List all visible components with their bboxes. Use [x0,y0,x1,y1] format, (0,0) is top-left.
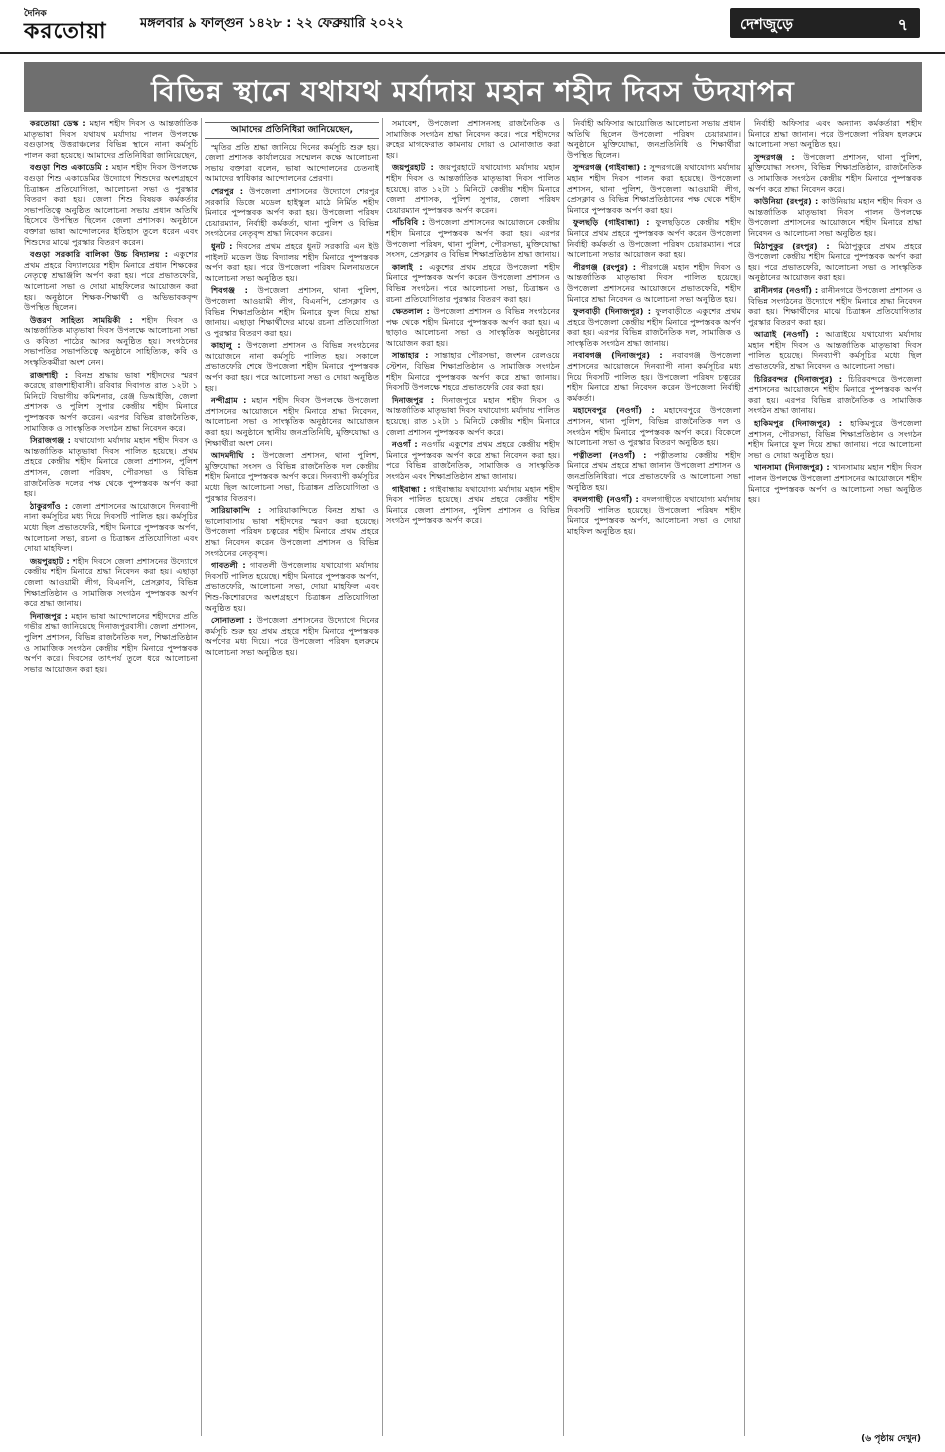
article-paragraph [205,395,379,448]
article-paragraph [24,435,198,499]
article-paragraph [386,306,560,348]
article-paragraph [567,118,741,160]
dateline-lead: ফুলবাড়ী (দিনাজপুর) : [573,306,656,317]
article-paragraph [748,462,922,504]
article-paragraph [205,450,379,503]
dateline-lead: জয়পুরহাট : [30,555,73,566]
subheading: আমাদের প্রতিনিধিরা জানিয়েছেন, [205,122,379,139]
dateline-lead: রাজশাহী : [30,369,75,380]
article-paragraph [205,241,379,283]
paragraph-text: উপজেলা প্রশাসন ও বিভিন্ন সংগঠনের পক্ষ থেকে শহীদ মিনারে পুষ্পস্তবক অর্পণ করা হয়। এ ছাড়াও আলোচনা সভা ও সাংস্কৃতিক অনুষ্ঠানের আয়োজন করা হয়। [386,306,560,348]
paragraph-text: বদলগাছীতে যথাযোগ্য মর্যাদায় দিবসটি পালিত হয়েছে। উপজেলা পরিষদ শহীদ মিনারে পুষ্পস্তবক অর্পণ, আলোচনা সভা ও দোয়া মাহফিল অনুষ্ঠিত হয়। [567,494,741,536]
dateline: মঙ্গলবার ৯ ফাল্গুন ১৪২৮ : ২২ ফেব্রুয়ারি ২০২২ [140,16,404,31]
article-paragraph [748,241,922,283]
article-paragraph [567,350,741,403]
paragraph-text: নির্বাহী অফিসার এবং অন্যান্য কর্মকর্তারা শহীদ মিনারে শ্রদ্ধা জানান। পরে উপজেলা পরিষদ হলরুমে আলোচনা সভা অনুষ্ঠিত হয়। [748,118,922,150]
article-paragraph [205,142,379,184]
paragraph-text: ফুলবাড়ীতে একুশের প্রথম প্রহরে উপজেলা কেন্দ্রীয় শহীদ মিনারে পুষ্পস্তবক অর্পণ করা হয়। এরপর বিভিন্ন রাজনৈতিক দল, সামাজিক ও সাংস্কৃতিক সংগঠন শ্রদ্ধা জানায়। [567,306,741,348]
dateline-lead: নওগাঁ : [392,439,422,450]
paragraph-text: মহান শহীদ দিবস উপলক্ষে বগুড়া শিশু একাডেমির উদ্যোগে শিশুদের অংশগ্রহণে চিত্রাঙ্কন প্রতিযোগিতা, আলোচনা সভা ও পুরস্কার বিতরণ করা হয়। জেলা শিশু বিষয়ক কর্মকর্তার সভাপতিত্বে অনুষ্ঠিত আলোচনা সভায় প্রধান অতিথি হিসেবে উপস্থিত ছিলেন জেলা প্রশাসক। অনুষ্ঠানে বক্তারা ভাষা আন্দোলনের ইতিহাস তুলে ধরেন এবং শিশুদের মাঝে পুরস্কার বিতরণ করেন। [24,162,198,247]
paragraph-text: স্মৃতির প্রতি শ্রদ্ধা জানিয়ে দিনের কর্মসূচি শুরু হয়। জেলা প্রশাসক কার্যালয়ের সম্মেলন কক্ষে আলোচনা সভায় বক্তারা বলেন, ভাষা আন্দোলনের চেতনাই আমাদের স্বাধিকার আন্দোলনের প্রেরণা। [205,141,379,184]
paragraph-text: সারিয়াকান্দিতে বিনম্র শ্রদ্ধা ও ভালোবাসায় ভাষা শহীদদের স্মরণ করা হয়েছে। উপজেলা পরিষদ চত্বরের শহীদ মিনারে প্রথম প্রহরে শ্রদ্ধা নিবেদন করেন উপজেলা প্রশাসন ও বিভিন্ন সংগঠনের নেতৃবৃন্দ। [205,505,379,558]
article-paragraph [24,611,198,675]
article-paragraph [567,405,741,447]
headline-banner [24,62,922,112]
dateline-lead: আত্রাই (নওগাঁ) : [754,329,826,340]
dateline-lead: শিবগঞ্জ : [211,285,258,296]
dateline-lead: খানসামা (দিনাজপুর) : [754,462,833,473]
paragraph-text: উপজেলা প্রশাসন, থানা পুলিশ, উপজেলা আওয়ামী লীগ, বিএনপি, প্রেসক্লাব ও বিভিন্ন শিক্ষাপ্রতিষ্ঠান শহীদ মিনারে ফুল দিয়ে শ্রদ্ধা জানায়। এছাড়া শিক্ষার্থীদের মাঝে রচনা প্রতিযোগিতা ও পুরস্কার বিতরণ করা হয়। [205,285,379,338]
paragraph-text: জয়পুরহাটে যথাযোগ্য মর্যাদায় মহান শহীদ দিবস ও আন্তর্জাতিক মাতৃভাষা দিবস পালিত হয়েছে। রাত ১২টা ১ মিনিটে কেন্দ্রীয় শহীদ মিনারে জেলা প্রশাসক, পুলিশ সুপার, জেলা পরিষদ চেয়ারম্যান পুষ্পস্তবক অর্পণ করেন। [386,162,560,215]
paragraph-text: গাইবান্ধায় যথাযোগ্য মর্যাদায় মহান শহীদ দিবস পালিত হয়েছে। প্রথম প্রহরে কেন্দ্রীয় শহীদ মিনারে জেলা প্রশাসন, পুলিশ প্রশাসন ও বিভিন্ন সংগঠন পুষ্পস্তবক অর্পণ করে। [386,483,560,526]
dateline-lead: নন্দীগ্রাম : [211,395,252,406]
paragraph-text: সান্তাহার পৌরসভা, জংশন রেলওয়ে স্টেশন, বিভিন্ন শিক্ষাপ্রতিষ্ঠান ও সামাজিক সংগঠন শহীদ মিনারে পুষ্পস্তবক অর্পণ করে শ্রদ্ধা জানায়। দিবসটি উপলক্ষে শহরে প্রভাতফেরি বের করা হয়। [386,350,560,393]
dateline-lead: রানীনগর (নওগাঁ) : [754,284,822,295]
dateline-lead: গাইবান্ধা : [392,483,430,494]
dateline-lead: পাঁচবিবি : [392,217,429,228]
article-paragraph [24,370,198,434]
column-1 [24,118,198,1436]
paragraph-text: পীরগঞ্জে মহান শহীদ দিবস ও আন্তর্জাতিক মাতৃভাষা দিবস পালিত হয়েছে। উপজেলা প্রশাসনের আয়োজনে প্রভাতফেরি, শহীদ মিনারে শ্রদ্ধা নিবেদন ও আলোচনা সভা অনুষ্ঠিত হয়। [567,261,741,304]
masthead [0,0,945,54]
dateline-lead: বগুড়া সরকারি বালিকা উচ্চ বিদ্যালয় : [30,249,174,260]
paragraph-text: খানসামায় মহান শহীদ দিবস পালন উপলক্ষে উপজেলা প্রশাসনের আয়োজনে শহীদ মিনারে পুষ্পস্তবক অর্পণ ও আলোচনা সভা অনুষ্ঠিত হয়। [748,462,922,505]
column-5 [748,118,922,1436]
paragraph-text: উপজেলা প্রশাসনের আয়োজনে কেন্দ্রীয় শহীদ মিনারে পুষ্পস্তবক অর্পণ করা হয়। এরপর উপজেলা পরিষদ, থানা পুলিশ, পৌরসভা, মুক্তিযোদ্ধা সংসদ, প্রেসক্লাব ও বিভিন্ন শিক্ষাপ্রতিষ্ঠান শ্রদ্ধা জানায়। [386,217,560,260]
dateline-lead: বদলগাছী (নওগাঁ) : [573,494,643,505]
paragraph-text: সমাবেশ, উপজেলা প্রশাসনসহ রাজনৈতিক ও সামাজিক সংগঠন শ্রদ্ধা নিবেদন করে। পরে শহীদদের রুহের মাগফেরাত কামনায় দোয়া ও মোনাজাত করা হয়। [386,118,560,160]
dateline-lead: সুন্দরগঞ্জ (গাইবান্ধা) : [573,162,650,173]
article-paragraph [748,374,922,416]
article-paragraph [205,186,379,239]
dateline-lead: করতোয়া ডেস্ক : [30,118,90,128]
article-paragraph [748,118,922,150]
logo-small-text: দৈনিক [24,9,47,19]
dateline-lead: গাবতলী : [211,560,251,571]
paragraph-text: নবাবগঞ্জ উপজেলা প্রশাসনের আয়োজনে দিনব্যাপী নানা কর্মসূচির মধ্য দিয়ে দিবসটি পালিত হয়। উপজেলা পরিষদ চত্বরের শহীদ মিনারে শ্রদ্ধা নিবেদন করেন উপজেলা নির্বাহী কর্মকর্তা। [567,350,741,403]
dateline-lead: দিনাজপুর : [392,394,442,405]
continued-note: (৬ পৃষ্ঠায় দেখুন) [861,1434,921,1444]
article-paragraph [748,329,922,371]
article-paragraph [24,501,198,554]
dateline-lead: পত্নীতলা (নওগাঁ) : [573,449,655,460]
paragraph-text: নির্বাহী অফিসার আয়োজিত আলোচনা সভায় প্রধান অতিথি ছিলেন উপজেলা পরিষদ চেয়ারম্যান। অনুষ্ঠানে মুক্তিযোদ্ধা, জনপ্রতিনিধি ও শিক্ষার্থীরা উপস্থিত ছিলেন। [567,118,741,160]
article-paragraph [205,615,379,657]
dateline-lead: কাউনিয়া (রংপুর) : [754,196,822,207]
paragraph-text: একুশের প্রথম প্রহরে উপজেলা শহীদ মিনারে পুষ্পস্তবক অর্পণ করেন উপজেলা প্রশাসন ও বিভিন্ন সংগঠন। পরে আলোচনা সভা, চিত্রাঙ্কন ও রচনা প্রতিযোগিতার পুরস্কার বিতরণ করা হয়। [386,261,560,304]
article-paragraph [386,118,560,160]
paragraph-text: সুন্দরগঞ্জে যথাযোগ্য মর্যাদায় মহান শহীদ দিবস পালন করা হয়েছে। উপজেলা প্রশাসন, থানা পুলিশ, উপজেলা আওয়ামী লীগ, প্রেসক্লাব ও বিভিন্ন শিক্ষাপ্রতিষ্ঠানের পক্ষ থেকে শহীদ মিনারে পুষ্পস্তবক অর্পণ করা হয়। [567,162,741,215]
article-paragraph [386,439,560,481]
paragraph-text: উপজেলা প্রশাসনের উদ্যোগে শেরপুর সরকারি ডিজে মডেল হাইস্কুল মাঠে নির্মিত শহীদ মিনারে পুষ্পস্তবক অর্পণ করা হয়। উপজেলা পরিষদ চেয়ারম্যান, নির্বাহী কর্মকর্তা, থানা পুলিশ ও বিভিন্ন সংগঠনের নেতৃবৃন্দ শ্রদ্ধা নিবেদন করেন। [205,185,379,239]
dateline-lead: কাহালু : [211,340,247,351]
column-3 [386,118,560,1436]
article-paragraph [24,556,198,609]
page-number: ৭ [897,15,908,34]
article-paragraph [748,418,922,460]
dateline-lead: বগুড়া শিশু একাডেমি : [30,162,112,173]
newspaper-logo [24,6,134,44]
dateline-lead: আদমদীঘি : [211,450,263,461]
article-paragraph [205,340,379,393]
paragraph-text: দিনাজপুরে মহান শহীদ দিবস ও আন্তর্জাতিক মাতৃভাষা দিবস যথাযোগ্য মর্যাদায় পালিত হয়েছে। রাত ১২টা ১ মিনিটে কেন্দ্রীয় শহীদ মিনারে জেলা প্রশাসন পুষ্পস্তবক অর্পণ করে। [386,394,560,437]
paragraph-text: কাউনিয়ায় মহান শহীদ দিবস ও আন্তর্জাতিক মাতৃভাষা দিবস পালন উপলক্ষে উপজেলা প্রশাসনের আয়োজনে শহীদ মিনারে শ্রদ্ধা নিবেদন ও আলোচনা সভা অনুষ্ঠিত হয়। [748,196,922,238]
logo-main-text: করতোয়া [24,18,107,44]
article-paragraph [567,494,741,536]
article-paragraph [748,285,922,327]
dateline-lead: সারিয়াকান্দি : [211,505,270,516]
paragraph-text: একুশের প্রথম প্রহরে বিদ্যালয়ের শহীদ মিনারে প্রধান শিক্ষকের নেতৃত্বে শ্রদ্ধাঞ্জলি অর্পণ করা হয়। পরে প্রভাতফেরি, আলোচনা সভা ও দোয়া মাহফিলের আয়োজন করা হয়। অনুষ্ঠানে শিক্ষক-শিক্ষার্থী ও অভিভাবকবৃন্দ উপস্থিত ছিলেন। [24,249,198,313]
article-paragraph [24,162,198,247]
paragraph-text: উপজেলা প্রশাসনের উদ্যোগে দিনের কর্মসূচি শুরু হয় প্রথম প্রহরে শহীদ মিনারে পুষ্পস্তবক অর্পণের মধ্য দিয়ে। পরে উপজেলা পরিষদ হলরুমে আলোচনা সভা অনুষ্ঠিত হয়। [205,615,379,657]
dateline-lead: সুন্দরগঞ্জ : [754,151,804,162]
paragraph-text: মহান ভাষা আন্দোলনের শহীদদের প্রতি গভীর শ্রদ্ধা জানিয়েছে দিনাজপুরবাসী। জেলা প্রশাসন, পুলিশ প্রশাসন, বিভিন্ন রাজনৈতিক দল, শিক্ষাপ্রতিষ্ঠান ও সামাজিক সংগঠন কেন্দ্রীয় শহীদ মিনারে পুষ্পস্তবক অর্পণ করে। দিবসের তাৎপর্য তুলে ধরে আলোচনা সভার আয়োজন করা হয়। [24,610,198,674]
article-paragraph [386,162,560,215]
paragraph-text: পত্নীতলায় কেন্দ্রীয় শহীদ মিনারে প্রথম প্রহরে শ্রদ্ধা জানান উপজেলা প্রশাসন ও জনপ্রতিনিধিরা। পরে প্রভাতফেরি ও আলোচনা সভা অনুষ্ঠিত হয়। [567,449,741,492]
paragraph-text: গাবতলী উপজেলায় যথাযোগ্য মর্যাদায় দিবসটি পালিত হয়েছে। শহীদ মিনারে পুষ্পস্তবক অর্পণ, প্রভাতফেরি, আলোচনা সভা, দোয়া মাহফিল এবং শিশু-কিশোরদের অংশগ্রহণে চিত্রাঙ্কন প্রতিযোগিতা অনুষ্ঠিত হয়। [205,560,379,613]
article-paragraph [205,285,379,338]
column-2 [205,118,379,1436]
dateline-lead: চিরিরবন্দর (দিনাজপুর) : [754,373,849,384]
paragraph-text: উপজেলা প্রশাসন ও বিভিন্ন সংগঠনের আয়োজনে নানা কর্মসূচি পালিত হয়। সকালে প্রভাতফেরি শেষে উপজেলা শহীদ মিনারে পুষ্পস্তবক অর্পণ করা হয়। পরে আলোচনা সভা ও দোয়া অনুষ্ঠিত হয়। [205,340,379,393]
article-paragraph [386,484,560,526]
dateline-lead: ঠাকুরগাঁও : [30,500,72,511]
dateline-lead: উত্তরণ সাহিত্য সাময়িকী : [30,314,142,325]
dateline-lead: কালাই : [392,261,430,272]
article-paragraph [386,395,560,437]
article-paragraph [205,560,379,613]
dateline-lead: জয়পুরহাট : [392,162,439,173]
article-paragraph [386,350,560,392]
dateline-lead: ফুলছড়ি (গাইবান্ধা) : [573,217,656,228]
paragraph-text: বিনম্র শ্রদ্ধায় ভাষা শহীদদের স্মরণ করেছে রাজশাহীবাসী। রবিবার দিবাগত রাত ১২টা ১ মিনিটে বিভাগীয় কমিশনার, রেঞ্জ ডিআইজি, জেলা প্রশাসক ও পুলিশ সুপার কেন্দ্রীয় শহীদ মিনারে পুষ্পস্তবক অর্পণ করেন। এরপর বিভিন্ন রাজনৈতিক, সামাজিক ও সাংস্কৃতিক সংগঠন শ্রদ্ধা নিবেদন করে। [24,369,198,433]
dateline-lead: দিনাজপুর : [30,610,72,621]
article-paragraph [24,118,198,160]
dateline-lead: মিঠাপুকুর (রংপুর) : [754,240,839,251]
dateline-lead: ধুনট : [211,240,237,251]
article-paragraph [748,196,922,238]
column-4 [567,118,741,1436]
paragraph-text: মহান শহীদ দিবস উপলক্ষে উপজেলা প্রশাসনের আয়োজনে শহীদ মিনারে শ্রদ্ধা নিবেদন, আলোচনা সভা ও সাংস্কৃতিক অনুষ্ঠানের আয়োজন করা হয়। অনুষ্ঠানে স্থানীয় জনপ্রতিনিধি, মুক্তিযোদ্ধা ও শিক্ষার্থীরা অংশ নেন। [205,395,379,448]
paragraph-text: রানীনগরে উপজেলা প্রশাসন ও বিভিন্ন সংগঠনের উদ্যোগে শহীদ মিনারে শ্রদ্ধা নিবেদন করা হয়। শিক্ষার্থীদের মাঝে চিত্রাঙ্কন প্রতিযোগিতার পুরস্কার বিতরণ করা হয়। [748,284,922,327]
dateline-lead: পীরগঞ্জ (রংপুর) : [573,261,641,272]
article-paragraph [24,315,198,368]
section-name: দেশজুড়ে [740,15,793,33]
paragraph-text: দিবসের প্রথম প্রহরে ধুনট সরকারি এন ইউ পাইলট মডেল উচ্চ বিদ্যালয় শহীদ মিনারে পুষ্পস্তবক অর্পণ করা হয়। পরে উপজেলা পরিষদ মিলনায়তনে আলোচনা সভা অনুষ্ঠিত হয়। [205,240,379,283]
dateline-lead: ক্ষেতলাল : [392,306,434,317]
paragraph-text: মিঠাপুকুরে প্রথম প্রহরে উপজেলা কেন্দ্রীয় শহীদ মিনারে পুষ্পস্তবক অর্পণ করা হয়। পরে প্রভাতফেরি, আলোচনা সভা ও সাংস্কৃতিক অনুষ্ঠানের আয়োজন করা হয়। [748,240,922,283]
paragraph-text: ফুলছড়িতে কেন্দ্রীয় শহীদ মিনারে প্রথম প্রহরে পুষ্পস্তবক অর্পণ করেন উপজেলা নির্বাহী কর্মকর্তা ও উপজেলা পরিষদ চেয়ারম্যান। পরে আলোচনা সভার আয়োজন করা হয়। [567,217,741,260]
headline: বিভিন্ন স্থানে যথাযথ মর্যাদায় মহান শহীদ দিবস উদযাপন [151,75,795,108]
article-paragraph [567,262,741,304]
paragraph-text: আত্রাইয়ে যথাযোগ্য মর্যাদায় মহান শহীদ দিবস ও আন্তর্জাতিক মাতৃভাষা দিবস পালিত হয়েছে। দিনব্যাপী কর্মসূচির মধ্যে ছিল প্রভাতফেরি, শ্রদ্ধা নিবেদন ও আলোচনা সভা। [748,329,922,372]
paragraph-text: নওগাঁয় একুশের প্রথম প্রহরে কেন্দ্রীয় শহীদ মিনারে পুষ্পস্তবক অর্পণ করে শ্রদ্ধা নিবেদন করা হয়। পরে বিভিন্ন রাজনৈতিক, সামাজিক ও সাংস্কৃতিক সংগঠন এবং শিক্ষাপ্রতিষ্ঠান শ্রদ্ধা জানায়। [386,439,560,481]
paragraph-text: যথাযোগ্য মর্যাদায় মহান শহীদ দিবস ও আন্তর্জাতিক মাতৃভাষা দিবস পালিত হয়েছে। প্রথম প্রহরে কেন্দ্রীয় শহীদ মিনারে জেলা প্রশাসন, পুলিশ প্রশাসন, জেলা পরিষদ, পৌরসভা ও বিভিন্ন রাজনৈতিক দলের পক্ষ থেকে পুষ্পস্তবক অর্পণ করা হয়। [24,435,198,499]
article-paragraph [748,152,922,194]
dateline-lead: হাকিমপুর (দিনাজপুর) : [754,418,851,429]
dateline-lead: নবাবগঞ্জ (দিনাজপুর) : [573,350,673,361]
dateline-lead: সোনাতলা : [211,615,257,626]
paragraph-text: উপজেলা প্রশাসন, থানা পুলিশ, মুক্তিযোদ্ধা সংসদ, বিভিন্ন শিক্ষাপ্রতিষ্ঠান, রাজনৈতিক ও সামাজিক সংগঠন কেন্দ্রীয় শহীদ মিনারে পুষ্পস্তবক অর্পণ করে শ্রদ্ধা নিবেদন করে। [748,151,922,194]
paragraph-text: শহীদ দিবসে জেলা প্রশাসনের উদ্যোগে কেন্দ্রীয় শহীদ মিনারে শ্রদ্ধা নিবেদন করা হয়। এছাড়া জেলা আওয়ামী লীগ, বিএনপি, প্রেসক্লাব, বিভিন্ন শিক্ষাপ্রতিষ্ঠান ও সামাজিক সংগঠন পুষ্পস্তবক অর্পণ করে শ্রদ্ধা জানায়। [24,555,198,609]
article-paragraph [567,306,741,348]
dateline-lead: সান্তাহার : [392,350,435,361]
article-paragraph [567,450,741,492]
paragraph-text: মহান শহীদ দিবস ও আন্তর্জাতিক মাতৃভাষা দিবস যথাযথ মর্যাদায় পালন উপলক্ষে বগুড়াসহ উত্তরাঞ্চলের বিভিন্ন স্থানে নানা কর্মসূচি পালন করা হয়েছে। আমাদের প্রতিনিধিরা জানিয়েছেন, [24,118,198,160]
paragraph-text: জেলা প্রশাসনের আয়োজনে দিনব্যাপী নানা কর্মসূচির মধ্য দিয়ে দিবসটি পালিত হয়। কর্মসূচির মধ্যে ছিল প্রভাতফেরি, শহীদ মিনারে পুষ্পস্তবক অর্পণ, আলোচনা সভা, রচনা ও চিত্রাঙ্কন প্রতিযোগিতা এবং দোয়া মাহফিল। [24,500,198,554]
dateline-lead: সিরাজগঞ্জ : [30,435,75,446]
dateline-lead: মহাদেবপুর (নওগাঁ) : [573,405,665,416]
article-paragraph [386,217,560,259]
article-paragraph [567,217,741,259]
paragraph-text: উপজেলা প্রশাসন, থানা পুলিশ, মুক্তিযোদ্ধা সংসদ ও বিভিন্ন রাজনৈতিক দল কেন্দ্রীয় শহীদ মিনারে পুষ্পস্তবক অর্পণ করে। দিনব্যাপী কর্মসূচির মধ্যে ছিল আলোচনা সভা, চিত্রাঙ্কন প্রতিযোগিতা ও পুরস্কার বিতরণ। [205,450,379,503]
paragraph-text: চিরিরবন্দরে উপজেলা প্রশাসনের আয়োজনে শহীদ মিনারে পুষ্পস্তবক অর্পণ করা হয়। এরপর বিভিন্ন রাজনৈতিক ও সামাজিক সংগঠন শ্রদ্ধা জানায়। [748,373,922,416]
paragraph-text: মহাদেবপুরে উপজেলা প্রশাসন, থানা পুলিশ, বিভিন্ন রাজনৈতিক দল ও সংগঠন শহীদ মিনারে পুষ্পস্তবক অর্পণ করে। বিকেলে আলোচনা সভা ও পুরস্কার বিতরণ অনুষ্ঠিত হয়। [567,405,741,448]
article-paragraph [567,162,741,215]
article-paragraph [24,249,198,313]
paragraph-text: হাকিমপুরে উপজেলা প্রশাসন, পৌরসভা, বিভিন্ন শিক্ষাপ্রতিষ্ঠান ও সংগঠন শহীদ মিনারে ফুল দিয়ে শ্রদ্ধা জানায়। পরে আলোচনা সভা ও দোয়া অনুষ্ঠিত হয়। [748,418,922,460]
article-paragraph [386,262,560,304]
article-columns [24,118,922,1436]
section-label [730,8,920,38]
paragraph-text: শহীদ দিবস ও আন্তর্জাতিক মাতৃভাষা দিবস উপলক্ষে আলোচনা সভা ও কবিতা পাঠের আসর অনুষ্ঠিত হয়। সংগঠনের সভাপতির সভাপতিত্বে অনুষ্ঠানে সাহিত্যিক, কবি ও সংস্কৃতিকর্মীরা অংশ নেন। [24,314,198,368]
dateline-lead: শেরপুর : [211,185,250,196]
article-paragraph [205,505,379,558]
